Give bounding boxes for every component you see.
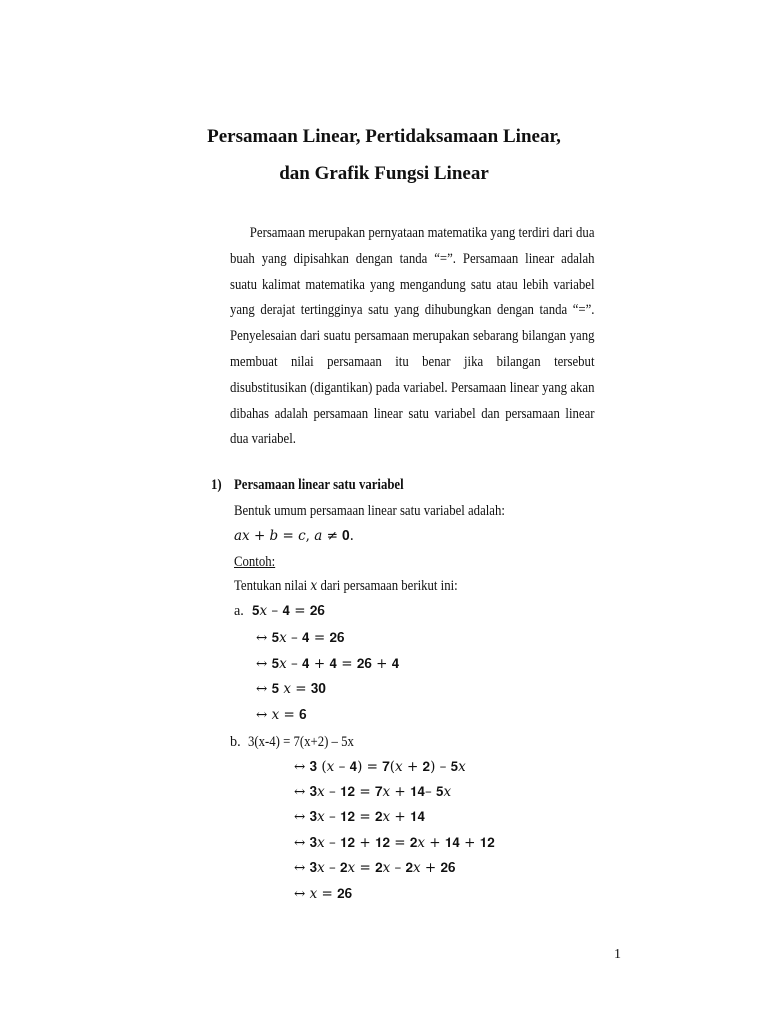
example-instruction: Tentukan nilai 𝑥 dari persamaan berikut ini:	[234, 578, 458, 594]
example-a-step: ↔ 𝟓𝑥 – 𝟒 + 𝟒 = 𝟐𝟔 + 𝟒	[256, 656, 400, 672]
general-form-text: Bentuk umum persamaan linear satu variabel adalah:	[234, 503, 505, 519]
section-number: 1)	[211, 477, 222, 493]
example-b-step: ↔ 𝟑 (𝑥 – 𝟒) = 𝟕(𝑥 + 𝟐) – 𝟓𝑥	[294, 759, 466, 775]
intro-paragraph-text: Persamaan merupakan pernyataan matematika yang terdiri dari dua buah yang dipisahkan dengan tanda “=”. Persamaan linear adalah suatu kalimat matematika yang mengandung satu atau lebih variabel yang derajat tertingginya satu yang dihubungkan dengan tanda “=”. Penyelesaian dari suatu persamaan merupakan sebarang bilangan yang membuat nilai persamaan itu benar jika bilangan tersebut disubstitusikan (digantikan) pada variabel. Persamaan linear yang akan dibahas adalah persamaan linear satu variabel dan persamaan linear dua variabel.	[230, 225, 595, 448]
example-a-label: a.	[234, 603, 244, 619]
example-label: Contoh:	[234, 554, 276, 570]
example-b-step: ↔ 𝑥 = 𝟐𝟔	[294, 886, 353, 902]
page-number: 1	[614, 947, 621, 962]
page-title-line-1: Persamaan Linear, Pertidaksamaan Linear,	[207, 126, 561, 147]
example-b-step: ↔ 𝟑𝑥 – 𝟏𝟐 + 𝟏𝟐 = 𝟐𝑥 + 𝟏𝟒 + 𝟏𝟐	[294, 835, 495, 851]
example-a-step: ↔ 𝑥 = 𝟔	[256, 707, 307, 723]
general-form-math: 𝑎𝑥 + 𝑏 = 𝑐, 𝑎 ≠ 𝟎.	[234, 528, 354, 544]
intro-paragraph	[230, 221, 595, 453]
example-a-step: ↔ 𝟓 𝑥 = 𝟑𝟎	[256, 681, 326, 697]
example-b-problem: 3(x-4) = 7(x+2) – 5x	[248, 734, 354, 750]
example-b-step: ↔ 𝟑𝑥 – 𝟏𝟐 = 𝟐𝑥 + 𝟏𝟒	[294, 809, 425, 825]
example-b-label: b.	[230, 734, 241, 750]
example-b-step: ↔ 𝟑𝑥 – 𝟐𝑥 = 𝟐𝑥 – 𝟐𝑥 + 𝟐𝟔	[294, 860, 456, 876]
section-heading: Persamaan linear satu variabel	[234, 477, 404, 493]
example-b-step: ↔ 𝟑𝑥 – 𝟏𝟐 = 𝟕𝑥 + 𝟏𝟒– 𝟓𝑥	[294, 784, 452, 800]
page-title-line-2: dan Grafik Fungsi Linear	[279, 163, 489, 184]
example-a-problem: 𝟓𝑥 – 𝟒 = 𝟐𝟔	[252, 603, 325, 619]
example-a-step: ↔ 𝟓𝑥 – 𝟒 = 𝟐𝟔	[256, 630, 345, 646]
